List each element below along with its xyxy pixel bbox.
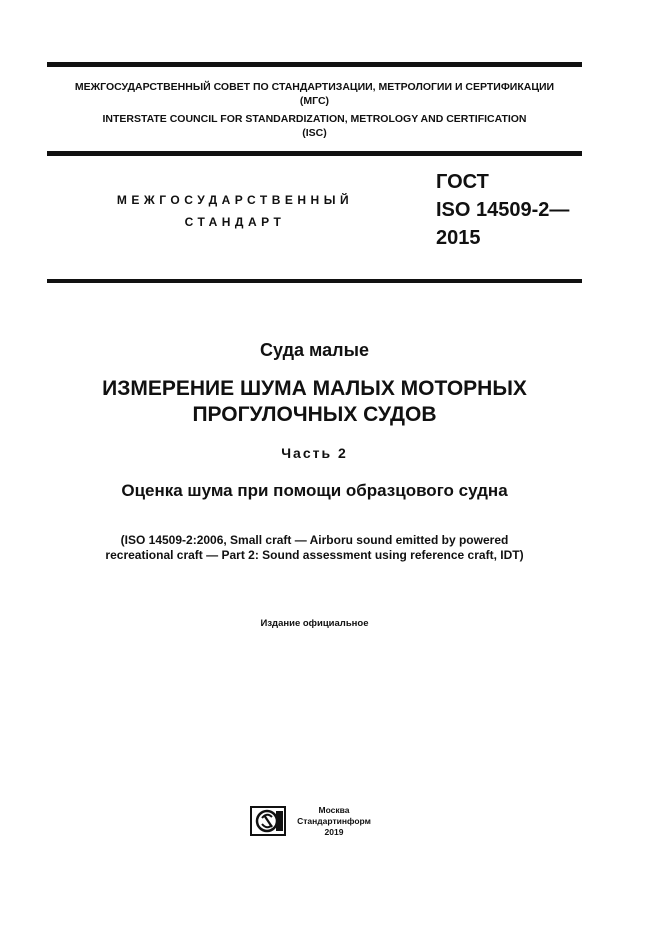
standard-type-line1: МЕЖГОСУДАРСТВЕННЫЙ (116, 193, 354, 207)
publisher-year: 2019 (324, 827, 344, 837)
council-bottom-rule (47, 151, 582, 156)
main-title-line2: ПРОГУЛОЧНЫХ СУДОВ (192, 403, 437, 426)
document-main-title (47, 376, 582, 428)
main-title-line1: ИЗМЕРЕНИЕ ШУМА МАЛЫХ МОТОРНЫХ (102, 377, 527, 400)
council-name-en-line: INTERSTATE COUNCIL FOR STANDARDIZATION, METROLOGY AND CERTIFICATION (102, 113, 527, 125)
publisher-name: Стандартинформ (297, 816, 371, 826)
gost-code (436, 168, 569, 252)
iso-reference (47, 533, 582, 563)
standard-type (90, 189, 380, 233)
publisher-info (297, 805, 371, 838)
standard-type-line2: СТАНДАРТ (184, 215, 286, 229)
iso-reference-line2: recreational craft — Part 2: Sound assessment using reference craft, IDT) (105, 548, 524, 562)
council-abbr-en: (ISC) (302, 127, 327, 139)
council-name-ru-line: МЕЖГОСУДАРСТВЕННЫЙ СОВЕТ ПО СТАНДАРТИЗАЦИИ, МЕТРОЛОГИИ И СЕРТИФИКАЦИИ (74, 81, 555, 93)
part-label: Часть 2 (281, 445, 348, 461)
standartinform-logo-icon (250, 806, 286, 836)
top-rule (47, 62, 582, 67)
document-subtitle: Суда малые (260, 340, 369, 360)
gost-code-line1: ГОСТ (436, 171, 489, 193)
part-title: Оценка шума при помощи образцового судна (121, 481, 508, 500)
council-abbr-ru: (МГС) (299, 95, 330, 107)
gost-code-line2: ISO 14509-2— (436, 199, 570, 221)
header-bottom-rule (47, 279, 582, 283)
publisher-city: Москва (318, 805, 350, 815)
gost-code-line3: 2015 (436, 227, 481, 249)
council-name-en (47, 112, 582, 140)
iso-reference-line1: (ISO 14509-2:2006, Small craft — Airboru sound emitted by powered (120, 533, 509, 547)
edition-label: Издание официальное (260, 618, 369, 629)
council-name-ru (47, 80, 582, 108)
